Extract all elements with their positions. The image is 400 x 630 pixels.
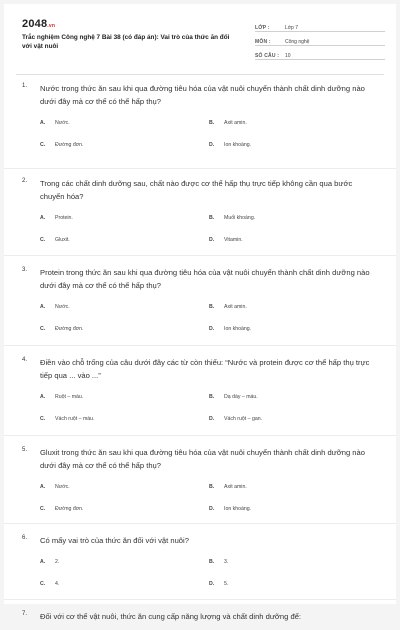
answer-option-d[interactable] <box>209 573 378 595</box>
option-text: Nước. <box>55 484 70 490</box>
logo-suffix: .vn <box>47 23 56 29</box>
question-text: Gluxit trong thức ăn sau khi qua đường tiêu hóa của vật nuôi chuyển thành chất dinh dưỡng nào dưới đây mà cơ thể có thể hấp thụ? <box>40 448 365 470</box>
option-letter: A. <box>40 304 46 310</box>
option-text: Vách ruột – gan. <box>224 416 263 422</box>
question-text: Protein trong thức ăn sau khi qua đường tiêu hóa của vật nuôi chuyển thành chất dinh dưỡng nào dưới đây mà cơ thể có thể hấp thụ? <box>40 268 370 290</box>
option-letter: B. <box>209 394 215 400</box>
option-text: Dạ dày – máu. <box>224 394 258 400</box>
question-text: Đối với cơ thể vật nuôi, thức ăn cung cấp năng lượng và chất dinh dưỡng để: <box>40 612 302 621</box>
question-list <box>4 82 396 630</box>
option-letter: A. <box>40 394 46 400</box>
option-letter: A. <box>40 120 46 126</box>
question-number: 5. <box>22 447 28 453</box>
option-letter: A. <box>40 215 46 221</box>
worksheet-header <box>4 4 396 74</box>
option-letter: B. <box>209 559 215 565</box>
answer-options <box>40 386 378 430</box>
question-item <box>4 169 396 256</box>
worksheet-title: Trắc nghiệm Công nghệ 7 Bài 38 (có đáp án): Vai trò của thức ăn đối với vật nuôi <box>22 34 230 50</box>
logo-main: 2048 <box>22 18 48 30</box>
worksheet-page <box>4 4 396 621</box>
option-text: Ruột – máu. <box>55 394 84 400</box>
option-text: Axit amin. <box>224 484 247 490</box>
answer-option-c[interactable] <box>40 408 209 430</box>
answer-option-b[interactable] <box>209 296 378 318</box>
answer-option-b[interactable] <box>209 476 378 498</box>
option-letter: B. <box>209 304 215 310</box>
option-letter: C. <box>40 416 46 422</box>
option-letter: D. <box>209 237 215 243</box>
option-text: 5. <box>224 581 229 587</box>
meta-value: Công nghệ <box>285 39 310 45</box>
question-item <box>4 346 396 436</box>
option-letter: D. <box>209 142 215 148</box>
answer-option-d[interactable] <box>209 498 378 520</box>
option-text: 2. <box>55 559 60 565</box>
option-letter: D. <box>209 416 215 422</box>
answer-option-d[interactable] <box>209 134 378 156</box>
option-text: 3. <box>224 559 229 565</box>
question-text: Trong các chất dinh dưỡng sau, chất nào được cơ thể hấp thụ trực tiếp không cần qua bước chuyển hóa? <box>40 179 353 201</box>
option-letter: D. <box>209 581 215 587</box>
option-letter: D. <box>209 326 215 332</box>
question-item <box>4 524 396 600</box>
question-item <box>4 600 396 630</box>
meta-value: 10 <box>285 53 291 59</box>
answer-options <box>40 112 378 156</box>
option-text: Axit amin. <box>224 120 247 126</box>
meta-value: Lớp 7 <box>285 25 299 31</box>
option-text: Axit amin. <box>224 304 247 310</box>
option-text: Đường đơn. <box>55 326 84 332</box>
meta-row-count <box>255 46 385 60</box>
option-letter: A. <box>40 484 46 490</box>
answer-option-a[interactable] <box>40 207 209 229</box>
option-text: Ion khoáng. <box>224 326 252 332</box>
answer-options <box>40 476 378 520</box>
meta-row-subject <box>255 32 385 46</box>
question-number: 6. <box>22 535 28 541</box>
answer-option-b[interactable] <box>209 207 378 229</box>
answer-option-c[interactable] <box>40 498 209 520</box>
answer-options <box>40 207 378 251</box>
answer-option-a[interactable] <box>40 112 209 134</box>
question-text: Nước trong thức ăn sau khi qua đường tiêu hóa của vật nuôi chuyển thành chất dinh dưỡng nào dưới đây mà cơ thể có thể hấp thụ? <box>40 84 365 106</box>
answer-options <box>40 296 378 340</box>
answer-option-c[interactable] <box>40 318 209 340</box>
option-text: Muối khoáng. <box>224 215 256 221</box>
option-letter: C. <box>40 237 46 243</box>
answer-option-d[interactable] <box>209 408 378 430</box>
option-letter: D. <box>209 506 215 512</box>
option-letter: B. <box>209 484 215 490</box>
answer-option-a[interactable] <box>40 476 209 498</box>
option-letter: B. <box>209 120 215 126</box>
question-number: 4. <box>22 357 28 363</box>
option-text: 4. <box>55 581 60 587</box>
header-divider <box>16 74 384 75</box>
question-number: 3. <box>22 267 28 273</box>
question-item <box>4 256 396 346</box>
question-number: 7. <box>22 611 28 617</box>
option-letter: B. <box>209 215 215 221</box>
question-number: 1. <box>22 83 28 89</box>
answer-option-c[interactable] <box>40 134 209 156</box>
option-text: Protein. <box>55 215 73 221</box>
option-text: Nước. <box>55 120 70 126</box>
meta-row-class <box>255 18 385 32</box>
answer-option-c[interactable] <box>40 573 209 595</box>
meta-label: MÔN : <box>255 39 271 45</box>
answer-option-d[interactable] <box>209 229 378 251</box>
answer-option-b[interactable] <box>209 386 378 408</box>
option-text: Ion khoáng. <box>224 506 252 512</box>
answer-option-b[interactable] <box>209 551 378 573</box>
question-item <box>4 82 396 169</box>
question-number: 2. <box>22 178 28 184</box>
meta-label: LỚP : <box>255 25 270 31</box>
option-text: Vách ruột – máu. <box>55 416 95 422</box>
option-text: Đường đơn. <box>55 142 84 148</box>
option-letter: C. <box>40 326 46 332</box>
question-text: Có mấy vai trò của thức ăn đối với vật nuôi? <box>40 536 189 545</box>
option-letter: C. <box>40 142 46 148</box>
answer-option-a[interactable] <box>40 296 209 318</box>
answer-option-a[interactable] <box>40 551 209 573</box>
answer-option-b[interactable] <box>209 112 378 134</box>
answer-option-c[interactable] <box>40 229 209 251</box>
option-letter: C. <box>40 581 46 587</box>
answer-option-a[interactable] <box>40 386 209 408</box>
option-text: Vitamin. <box>224 237 243 243</box>
meta-info-table <box>255 18 385 60</box>
answer-options <box>40 551 378 595</box>
option-text: Gluxit. <box>55 237 70 243</box>
answer-option-d[interactable] <box>209 318 378 340</box>
option-text: Đường đơn. <box>55 506 84 512</box>
site-logo[interactable] <box>22 18 55 30</box>
option-letter: A. <box>40 559 46 565</box>
meta-label: SỐ CÂU : <box>255 53 280 59</box>
option-text: Nước. <box>55 304 70 310</box>
option-letter: C. <box>40 506 46 512</box>
option-text: Ion khoáng. <box>224 142 252 148</box>
question-item <box>4 436 396 524</box>
question-text: Điền vào chỗ trống của câu dưới đây các từ còn thiếu: “Nước và protein được cơ thể hấp thụ trực tiếp qua ... vào ...” <box>40 358 370 380</box>
